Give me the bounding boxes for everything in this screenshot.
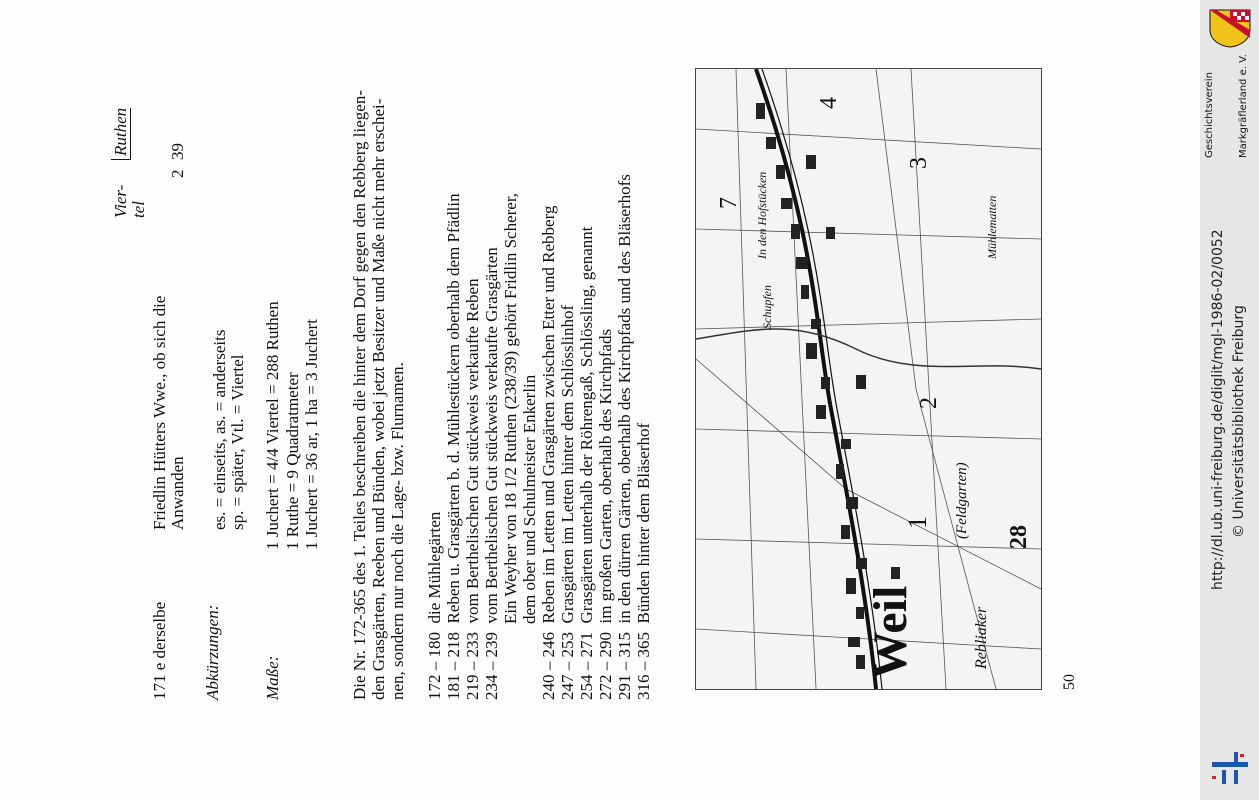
list-text: Grasgärten unterhalb der Röhrengaß, Schlössling, genannt (577, 226, 596, 624)
sidebar (1200, 0, 1259, 800)
paragraph-line-3: nen, sondern nur noch die Lage- bzw. Flurnamen. (388, 362, 407, 700)
measures-label: Maße: (263, 655, 282, 700)
map-label: (Feldgarten) (954, 462, 970, 539)
abbreviations-line-1: es. = einseits, as. = anderseits (210, 329, 229, 530)
list-range: 316 – 365 (634, 632, 653, 700)
map-label: 28 (1006, 525, 1032, 549)
list-text: Reben u. Grasgärten b. d. Mühlestückern oberhalb dem Pfädlin (444, 193, 463, 624)
list-item (539, 206, 558, 700)
map-drawing (696, 69, 1041, 689)
list-range: 272 – 290 (596, 632, 615, 700)
list-range: 181 – 218 (444, 632, 463, 700)
source-url-link[interactable]: http://dl.ub.uni-freiburg.de/diglit/mgl-1986-02/0052 (1210, 229, 1226, 590)
list-text: Grasgärten im Letten hinter dem Schlösslinhof (558, 304, 577, 624)
library-logo-icon (1208, 748, 1252, 788)
measures-line-3: 1 Juchert = 36 ar, 1 ha = 3 Juchert (302, 319, 321, 550)
map-label: In den Hofstücken (755, 171, 769, 259)
list-item (444, 193, 463, 700)
list-item (463, 278, 482, 700)
map-town-label: Weil (864, 585, 917, 679)
col-header-viertel-2: tel (129, 201, 148, 218)
list-text: dem ober und Schulmeister Enkerlin (520, 374, 539, 624)
coat-of-arms-icon (1208, 8, 1252, 48)
list-item (596, 329, 615, 700)
list-range: 254 – 271 (577, 632, 596, 700)
entry-number: 171 e derselbe (150, 601, 169, 700)
list-text: in den dürren Gärten, oberhalb des Kirchpfads und des Bläserhofs (615, 174, 634, 624)
list-item (577, 226, 596, 700)
col-header-viertel: Vier- (111, 184, 130, 218)
list-range: 291 – 315 (615, 632, 634, 700)
paragraph-line-2: den Grasgärten, Reeben und Bünden, wobei jetzt Besitzer und Maße nicht mehr erschei- (369, 98, 388, 700)
org-line-1: Geschichtsverein (1204, 72, 1215, 158)
entry-text-2: Anwanden (168, 456, 187, 530)
historical-map (695, 68, 1042, 690)
map-label: 4 (816, 97, 842, 109)
col-header-ruthen: Ruthen (111, 108, 131, 160)
value-viertel: 2 (168, 169, 187, 178)
abbreviations-label: Abkürzungen: (203, 604, 222, 700)
map-label: Rebliaker (973, 606, 990, 669)
list-text: Ein Weyher von 18 1/2 Ruthen (238/39) gehört Fridlin Scherer, (501, 192, 520, 624)
list-range: 219 – 233 (463, 632, 482, 700)
map-label: 1 (903, 516, 932, 529)
map-label: Mühlematten (985, 195, 999, 259)
list-item (558, 305, 577, 700)
list-item (615, 174, 634, 700)
list-text: die Mühlegärten (425, 511, 444, 624)
list-range: 172 – 180 (425, 632, 444, 700)
list-item (634, 423, 653, 700)
list-text: im großen Garten, oberhalb des Kirchpfads (596, 328, 615, 624)
list-text: Reben im Letten und Grasgärten zwischen Etter und Rebberg (539, 205, 558, 624)
list-range: 247 – 253 (558, 632, 577, 700)
map-label: 7 (716, 197, 742, 209)
list-item (425, 512, 444, 700)
entry-text-1: Friedlin Hütters Wwe., ob sich die (150, 295, 169, 530)
list-item (482, 247, 501, 700)
list-range: 240 – 246 (539, 632, 558, 700)
map-label: 2 (916, 397, 942, 409)
value-ruthen: 39 (168, 143, 187, 160)
list-item (501, 193, 520, 624)
map-label: Schupfen (760, 285, 774, 329)
list-text: vom Berthelischen Gut stückweis verkaufte Reben (463, 278, 482, 624)
copyright-text: © Universitätsbibliothek Freiburg (1231, 305, 1247, 538)
list-text: Bünden hinter dem Bläserhof (634, 422, 653, 624)
abbreviations-line-2: sp. = später, Vtl. = Viertel (228, 354, 247, 530)
page-number: 50 (1061, 674, 1078, 690)
list-text: vom Berthelischen Gut stückweis verkaufte Grasgärten (482, 247, 501, 624)
org-line-2: Markgräflerland e. V. (1238, 54, 1249, 158)
paragraph-line-1: Die Nr. 172-365 des 1. Teiles beschreiben die hinter dem Dorf gegen den Rebberg liegen- (350, 90, 369, 700)
list-item (520, 375, 539, 624)
map-label: 3 (906, 157, 932, 169)
measures-line-2: 1 Ruthe = 9 Quadratmeter (283, 372, 302, 550)
measures-line-1: 1 Juchert = 4/4 Viertel = 288 Ruthen (263, 301, 282, 550)
list-range: 234 – 239 (482, 632, 501, 700)
